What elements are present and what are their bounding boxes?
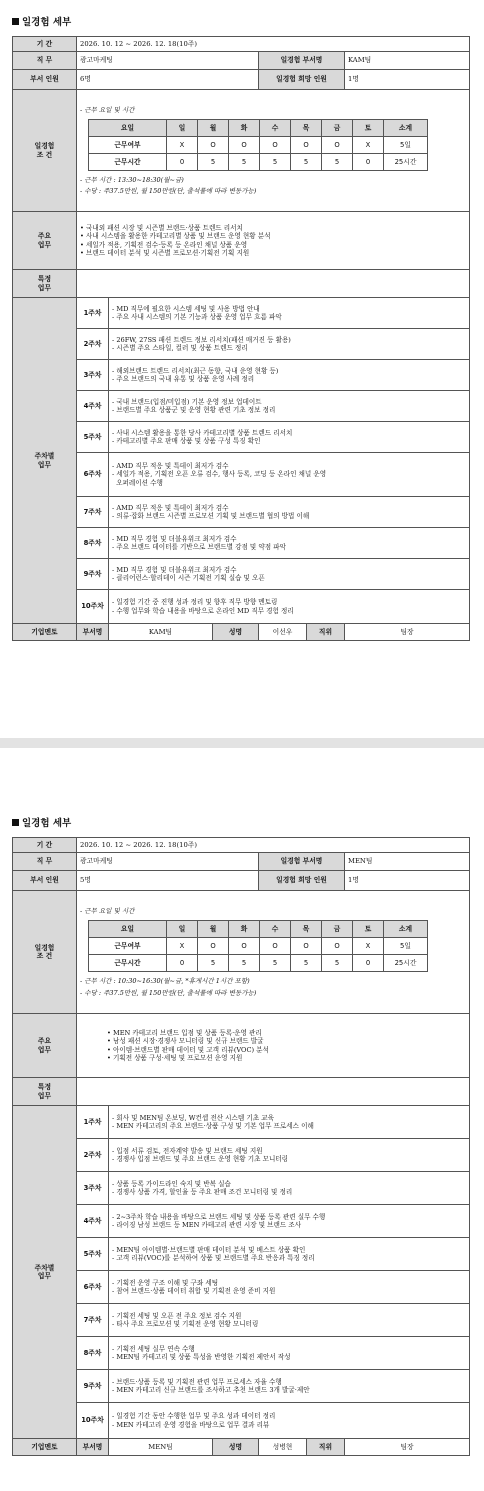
value-mentor-name: 성병현 — [259, 1439, 307, 1456]
detail-table — [12, 837, 470, 1456]
allowance-note: - 수당 : 주37.5만원, 월 150만원(단, 출석률에 따라 변동가능) — [80, 187, 257, 196]
schedule-header-cell: 토 — [353, 119, 384, 136]
week-task: - AMD 직무 적응 및 특데이 최저가 검수 — [112, 462, 229, 471]
schedule-header-cell: 월 — [198, 119, 229, 136]
schedule-cell: 5 — [322, 955, 353, 972]
week-tasks — [109, 1172, 470, 1205]
week-label: 10주차 — [77, 590, 109, 624]
schedule-row-label: 근무시간 — [89, 153, 167, 170]
value-mentor-dept: MEN팀 — [109, 1439, 213, 1456]
week-tasks — [109, 497, 470, 528]
week-task: - 세일가 적용, 기획전 오픈 오류 검수, 행사 등록, 코딩 등 온라인 채널 운영 — [112, 470, 327, 479]
work-time-note: - 근무 시간 : 13:30~18:30(월~금) — [80, 175, 184, 184]
value-period: 2026. 10. 12 ~ 2026. 12. 18(10주) — [77, 37, 470, 52]
label-mentor-position: 직위 — [307, 624, 345, 641]
schedule-cell: X — [167, 136, 198, 153]
label-period: 기 간 — [13, 838, 77, 853]
week-row — [13, 422, 470, 453]
schedule-header-row — [89, 921, 428, 938]
label-weekly: 주차별 업무 — [13, 298, 77, 624]
label-main-duties: 주요 업무 — [13, 1014, 77, 1078]
schedule-cell: 5 — [291, 153, 322, 170]
week-label: 8주차 — [77, 528, 109, 559]
week-tasks — [109, 1139, 470, 1172]
schedule-header-cell: 소계 — [384, 119, 428, 136]
week-row — [13, 360, 470, 391]
schedule-cell: O — [322, 136, 353, 153]
row-conditions — [13, 90, 470, 212]
detail-table — [12, 36, 470, 641]
row-conditions — [13, 891, 470, 1014]
week-task: - 일경험 기간 동안 수행한 업무 및 주요 성과 데이터 정리 — [112, 1412, 276, 1421]
label-dept-members: 부서 인원 — [13, 70, 77, 90]
week-task: - 상품 등록 가이드라인 숙지 및 반복 실습 — [112, 1179, 231, 1188]
row-period — [13, 37, 470, 52]
label-job: 직 무 — [13, 52, 77, 70]
week-task: - 의류·잡화 브랜드 시즌별 프로모션 기획 및 브랜드별 협의 방법 이해 — [112, 512, 310, 520]
schedule-cell: 5 — [198, 153, 229, 170]
week-tasks — [109, 1106, 470, 1139]
week-task: - 라이징 남성 브랜드 등 MEN 카테고리 관련 시장 및 브랜드 조사 — [112, 1221, 302, 1229]
week-task: - 수행 업무와 학습 내용을 바탕으로 온라인 MD 직무 경험 정리 — [112, 606, 294, 615]
duty-item: • 남성 패션 시장·경쟁사 모니터링 및 신규 브랜드 발굴 — [107, 1037, 264, 1046]
week-tasks — [109, 422, 470, 453]
week-task: - 타사 주요 프로모션 및 기획전 운영 현황 모니터링 — [112, 1320, 259, 1328]
week-task: - 고객 리뷰(VOC)를 분석하여 상품 및 브랜드별 주요 반응과 특징 정리 — [112, 1254, 315, 1262]
week-task: - 사내 시스템 활용을 통한 당사 카테고리별 상품 트렌드 리서치 — [112, 428, 293, 437]
square-bullet-icon — [12, 819, 19, 826]
section-title — [12, 815, 71, 829]
schedule-row-label: 근무시간 — [89, 955, 167, 972]
work-days-title: - 근무 요일 및 시간 — [80, 907, 135, 916]
label-mentor-dept: 부서명 — [77, 1439, 109, 1456]
schedule-cell: 5 — [291, 955, 322, 972]
main-duties-cell — [77, 212, 470, 270]
duty-item: • 국내외 패션 시장 및 시즌별 브랜드·상품 트렌드 리서치 — [80, 224, 243, 233]
week-row — [13, 298, 470, 329]
schedule-header-row — [89, 119, 428, 136]
row-mentor — [13, 1439, 470, 1456]
schedule-header-cell: 일 — [167, 921, 198, 938]
week-row — [13, 528, 470, 559]
schedule-cell: 5 — [322, 153, 353, 170]
value-job: 광고마케팅 — [77, 52, 259, 70]
conditions-cell — [77, 891, 470, 1014]
schedule-header-cell: 수 — [260, 921, 291, 938]
label-mentor-name: 성명 — [213, 1439, 259, 1456]
value-period: 2026. 10. 12 ~ 2026. 12. 18(10주) — [77, 838, 470, 853]
week-row — [13, 1238, 470, 1271]
week-label: 3주차 — [77, 1172, 109, 1205]
schedule-cell: X — [353, 938, 384, 955]
schedule-header-cell: 화 — [229, 119, 260, 136]
week-task: - AMD 직무 적응 및 특데이 최저가 검수 — [112, 503, 229, 512]
value-mentor-position: 팀장 — [345, 624, 470, 641]
week-task: - 경쟁사 상품 가격, 할인율 등 주요 판매 조건 모니터링 및 정리 — [112, 1188, 293, 1196]
schedule-cell: 25시간 — [384, 153, 428, 170]
value-dept-members: 5명 — [77, 871, 259, 891]
schedule-header-cell: 월 — [198, 921, 229, 938]
week-tasks — [109, 329, 470, 360]
week-task: - 브랜드·상품 등록 및 기획전 관련 업무 프로세스 자율 수행 — [112, 1377, 282, 1386]
schedule-cell: 5 — [198, 955, 229, 972]
duty-item: • MEN 카테고리 브랜드 입점 및 상품 등록·운영 관리 — [107, 1029, 262, 1038]
week-label: 2주차 — [77, 1139, 109, 1172]
value-job: 광고마케팅 — [77, 853, 259, 871]
schedule-row-workdays — [89, 938, 428, 955]
schedule-table — [88, 920, 428, 972]
week-label: 6주차 — [77, 453, 109, 497]
label-exp-dept: 일경험 부서명 — [259, 853, 345, 871]
row-main-duties — [13, 1014, 470, 1078]
week-label: 7주차 — [77, 497, 109, 528]
value-hope-count: 1명 — [345, 871, 470, 891]
week-task: - MEN팀 카테고리 및 상품 특성을 반영한 기획전 제안서 작성 — [112, 1353, 291, 1361]
week-label: 6주차 — [77, 1271, 109, 1304]
label-mentor: 기업멘토 — [13, 624, 77, 641]
schedule-header-cell: 목 — [291, 921, 322, 938]
schedule-cell: 5 — [260, 955, 291, 972]
week-row — [13, 329, 470, 360]
schedule-row-workdays — [89, 136, 428, 153]
week-row — [13, 453, 470, 497]
row-mentor — [13, 624, 470, 641]
schedule-cell: 0 — [353, 955, 384, 972]
week-task: - 기획전 운영 구조 이해 및 구좌 세팅 — [112, 1278, 219, 1287]
week-task: - MEN팀 아이템별·브랜드별 판매 데이터 분석 및 베스트 상품 확인 — [112, 1245, 306, 1254]
schedule-cell: O — [291, 938, 322, 955]
label-dept-members: 부서 인원 — [13, 871, 77, 891]
schedule-header-cell: 금 — [322, 921, 353, 938]
schedule-cell: 0 — [167, 955, 198, 972]
value-hope-count: 1명 — [345, 70, 470, 90]
week-task: - 기획전 세팅 및 오픈 전 주요 정보 검수 지원 — [112, 1311, 242, 1320]
week-tasks — [109, 590, 470, 624]
value-exp-dept: MEN팀 — [345, 853, 470, 871]
week-task: - 해외브랜드 트렌드 리서치(최근 동향, 국내 운영 현황 등) — [112, 366, 279, 375]
week-tasks — [109, 360, 470, 391]
week-task: - 국내 브랜드(입점/미입점) 기본 운영 정보 업데이트 — [112, 397, 262, 406]
label-special-duties: 특정 업무 — [13, 1078, 77, 1106]
row-period — [13, 838, 470, 853]
week-label: 5주차 — [77, 1238, 109, 1271]
week-row — [13, 1403, 470, 1439]
week-tasks — [109, 1271, 470, 1304]
week-label: 4주차 — [77, 391, 109, 422]
week-row — [13, 559, 470, 590]
week-task: - 입점 서류 검토, 전자계약 발송 및 브랜드 세팅 지원 — [112, 1146, 263, 1155]
row-special-duties — [13, 270, 470, 298]
schedule-header-cell: 일 — [167, 119, 198, 136]
week-tasks — [109, 559, 470, 590]
week-label: 10주차 — [77, 1403, 109, 1439]
week-tasks — [109, 453, 470, 497]
week-row — [13, 1172, 470, 1205]
schedule-header-cell: 목 — [291, 119, 322, 136]
schedule-cell: O — [198, 136, 229, 153]
square-bullet-icon — [12, 18, 19, 25]
label-mentor: 기업멘토 — [13, 1439, 77, 1456]
week-tasks — [109, 1403, 470, 1439]
week-task: - MD 직무 경험 및 더블유위크 최저가 검수 — [112, 534, 237, 543]
schedule-header-cell: 수 — [260, 119, 291, 136]
week-row — [13, 1106, 470, 1139]
week-task: - 주요 브랜드의 국내 유통 및 상품 운영 사례 정리 — [112, 375, 255, 383]
label-special-duties: 특정 업무 — [13, 270, 77, 298]
week-task: - 카테고리별 주요 판매 상품 및 상품 구성 특징 확인 — [112, 437, 261, 445]
page-divider — [0, 738, 484, 748]
label-mentor-name: 성명 — [213, 624, 259, 641]
week-task: - 기획전 세팅 실무 연속 수행 — [112, 1344, 195, 1353]
week-task: - 브랜드별 주요 상품군 및 운영 현황 관련 기초 정보 정리 — [112, 406, 276, 414]
week-tasks — [109, 1238, 470, 1271]
week-label: 9주차 — [77, 1370, 109, 1403]
schedule-cell: 0 — [167, 153, 198, 170]
conditions-cell — [77, 90, 470, 212]
week-task: - MD 직무 경험 및 더블유위크 최저가 검수 — [112, 565, 237, 574]
schedule-header-cell: 요일 — [89, 119, 167, 136]
week-label: 4주차 — [77, 1205, 109, 1238]
week-label: 5주차 — [77, 422, 109, 453]
schedule-cell: 5 — [260, 153, 291, 170]
week-tasks — [109, 298, 470, 329]
value-mentor-position: 팀장 — [345, 1439, 470, 1456]
week-row — [13, 1370, 470, 1403]
label-weekly: 주차별 업무 — [13, 1106, 77, 1439]
label-main-duties: 주요 업무 — [13, 212, 77, 270]
allowance-note: - 수당 : 주37.5만원, 월 150만원(단, 출석률에 따라 변동가능) — [80, 988, 257, 997]
week-task: - 주요 브랜드 데이터를 기반으로 브랜드별 강점 및 약점 파악 — [112, 543, 286, 551]
duty-item: • 아이템·브랜드별 판매 데이터 및 고객 리뷰(VOC) 분석 — [107, 1045, 269, 1054]
week-tasks — [109, 1205, 470, 1238]
value-special-duties — [77, 1078, 470, 1106]
row-job — [13, 853, 470, 871]
label-conditions: 일경험 조 건 — [13, 90, 77, 212]
schedule-cell: 5 — [229, 153, 260, 170]
label-conditions: 일경험 조 건 — [13, 891, 77, 1014]
duty-item: • 기획전 상품 구성·세팅 및 프로모션 운영 지원 — [107, 1053, 243, 1062]
week-row — [13, 1304, 470, 1337]
week-row — [13, 590, 470, 624]
week-tasks — [109, 1304, 470, 1337]
duty-item: • 사내 시스템을 활용한 카테고리별 상품 및 브랜드 운영 현황 분석 — [80, 232, 271, 241]
week-row — [13, 497, 470, 528]
week-task: - 회사 및 MEN팀 온보딩, W컨셉 전산 시스템 기초 교육 — [112, 1113, 274, 1122]
schedule-header-cell: 토 — [353, 921, 384, 938]
schedule-row-label: 근무여부 — [89, 136, 167, 153]
week-tasks — [109, 528, 470, 559]
schedule-cell: O — [198, 938, 229, 955]
row-members — [13, 70, 470, 90]
schedule-cell: O — [260, 938, 291, 955]
week-row — [13, 391, 470, 422]
label-mentor-position: 직위 — [307, 1439, 345, 1456]
row-special-duties — [13, 1078, 470, 1106]
schedule-cell: X — [353, 136, 384, 153]
schedule-header-cell: 화 — [229, 921, 260, 938]
value-dept-members: 6명 — [77, 70, 259, 90]
schedule-table — [88, 119, 428, 171]
section-title-text: 일경험 세부 — [22, 818, 72, 829]
schedule-cell: O — [229, 938, 260, 955]
week-task: - 참여 브랜드·상품 데이터 취합 및 기획전 운영 준비 지원 — [112, 1287, 276, 1295]
schedule-cell: 5일 — [384, 938, 428, 955]
work-time-note: - 근무 시간 : 10:30~16:30(월~금, *휴게시간 1시간 포함) — [80, 977, 250, 986]
week-task: - 일경험 기간 중 진행 성과 정리 및 향후 직무 방향 멘토링 — [112, 598, 278, 607]
value-exp-dept: KAM팀 — [345, 52, 470, 70]
row-main-duties — [13, 212, 470, 270]
week-tasks — [109, 391, 470, 422]
label-hope-count: 일경험 희망 인원 — [259, 871, 345, 891]
row-members — [13, 871, 470, 891]
week-task: 오퍼레이션 수행 — [112, 478, 163, 487]
week-task: - 클리어런스·할리데이 시즌 기획전 기획 실습 및 오픈 — [112, 574, 265, 582]
week-task: - 2~3주차 학습 내용을 바탕으로 브랜드 세팅 및 상품 등록 관련 실무 수행 — [112, 1212, 326, 1221]
section-title-text: 일경험 세부 — [22, 17, 72, 28]
schedule-header-cell: 요일 — [89, 921, 167, 938]
schedule-cell: O — [229, 136, 260, 153]
week-task: - 경쟁사 입점 브랜드 및 주요 브랜드 운영 현황 기초 모니터링 — [112, 1155, 289, 1163]
schedule-header-cell: 금 — [322, 119, 353, 136]
week-task: - 시즌별 주요 스타일, 컬러 및 상품 트렌드 정리 — [112, 344, 248, 352]
schedule-row-hours — [89, 153, 428, 170]
week-row — [13, 1337, 470, 1370]
week-tasks — [109, 1337, 470, 1370]
week-row — [13, 1139, 470, 1172]
section-title — [12, 14, 71, 28]
schedule-cell: X — [167, 938, 198, 955]
value-special-duties — [77, 270, 470, 298]
label-exp-dept: 일경험 부서명 — [259, 52, 345, 70]
schedule-cell: 0 — [353, 153, 384, 170]
schedule-cell: O — [260, 136, 291, 153]
week-label: 8주차 — [77, 1337, 109, 1370]
week-label: 3주차 — [77, 360, 109, 391]
schedule-cell: 25시간 — [384, 955, 428, 972]
week-label: 9주차 — [77, 559, 109, 590]
schedule-cell: 5일 — [384, 136, 428, 153]
week-task: - MD 직무에 필요한 시스템 세팅 및 사용 방법 안내 — [112, 304, 260, 313]
value-mentor-dept: KAM팀 — [109, 624, 213, 641]
schedule-row-label: 근무여부 — [89, 938, 167, 955]
schedule-row-hours — [89, 955, 428, 972]
week-task: - MEN 카테고리 운영 경험을 바탕으로 업무 결과 리뷰 — [112, 1420, 270, 1429]
schedule-header-cell: 소계 — [384, 921, 428, 938]
week-label: 2주차 — [77, 329, 109, 360]
label-job: 직 무 — [13, 853, 77, 871]
duty-item: • 세일가 적용, 기획전 검수·등록 등 온라인 채널 상품 운영 — [80, 240, 248, 249]
week-tasks — [109, 1370, 470, 1403]
schedule-cell: O — [291, 136, 322, 153]
week-label: 1주차 — [77, 298, 109, 329]
schedule-cell: O — [322, 938, 353, 955]
schedule-cell: 5 — [229, 955, 260, 972]
week-task: - 주요 사내 시스템의 기본 기능과 상품 운영 업무 흐름 파악 — [112, 313, 282, 321]
label-mentor-dept: 부서명 — [77, 624, 109, 641]
label-hope-count: 일경험 희망 인원 — [259, 70, 345, 90]
week-row — [13, 1205, 470, 1238]
week-task: - MEN 카테고리의 주요 브랜드·상품 구성 및 기본 업무 프로세스 이해 — [112, 1122, 314, 1130]
label-period: 기 간 — [13, 37, 77, 52]
week-row — [13, 1271, 470, 1304]
duty-item: • 브랜드 데이터 분석 및 시즌별 프로모션·기획전 기획 지원 — [80, 248, 250, 257]
row-job — [13, 52, 470, 70]
week-label: 1주차 — [77, 1106, 109, 1139]
week-task: - 26FW, 27SS 패션 트렌드 정보 리서치(패션 매거진 등 활용) — [112, 335, 291, 344]
main-duties-cell — [77, 1014, 470, 1078]
week-task: - MEN 카테고리 신규 브랜드를 조사하고 추천 브랜드 3개 발굴·제안 — [112, 1386, 310, 1394]
work-days-title: - 근무 요일 및 시간 — [80, 105, 135, 114]
value-mentor-name: 이선우 — [259, 624, 307, 641]
week-label: 7주차 — [77, 1304, 109, 1337]
